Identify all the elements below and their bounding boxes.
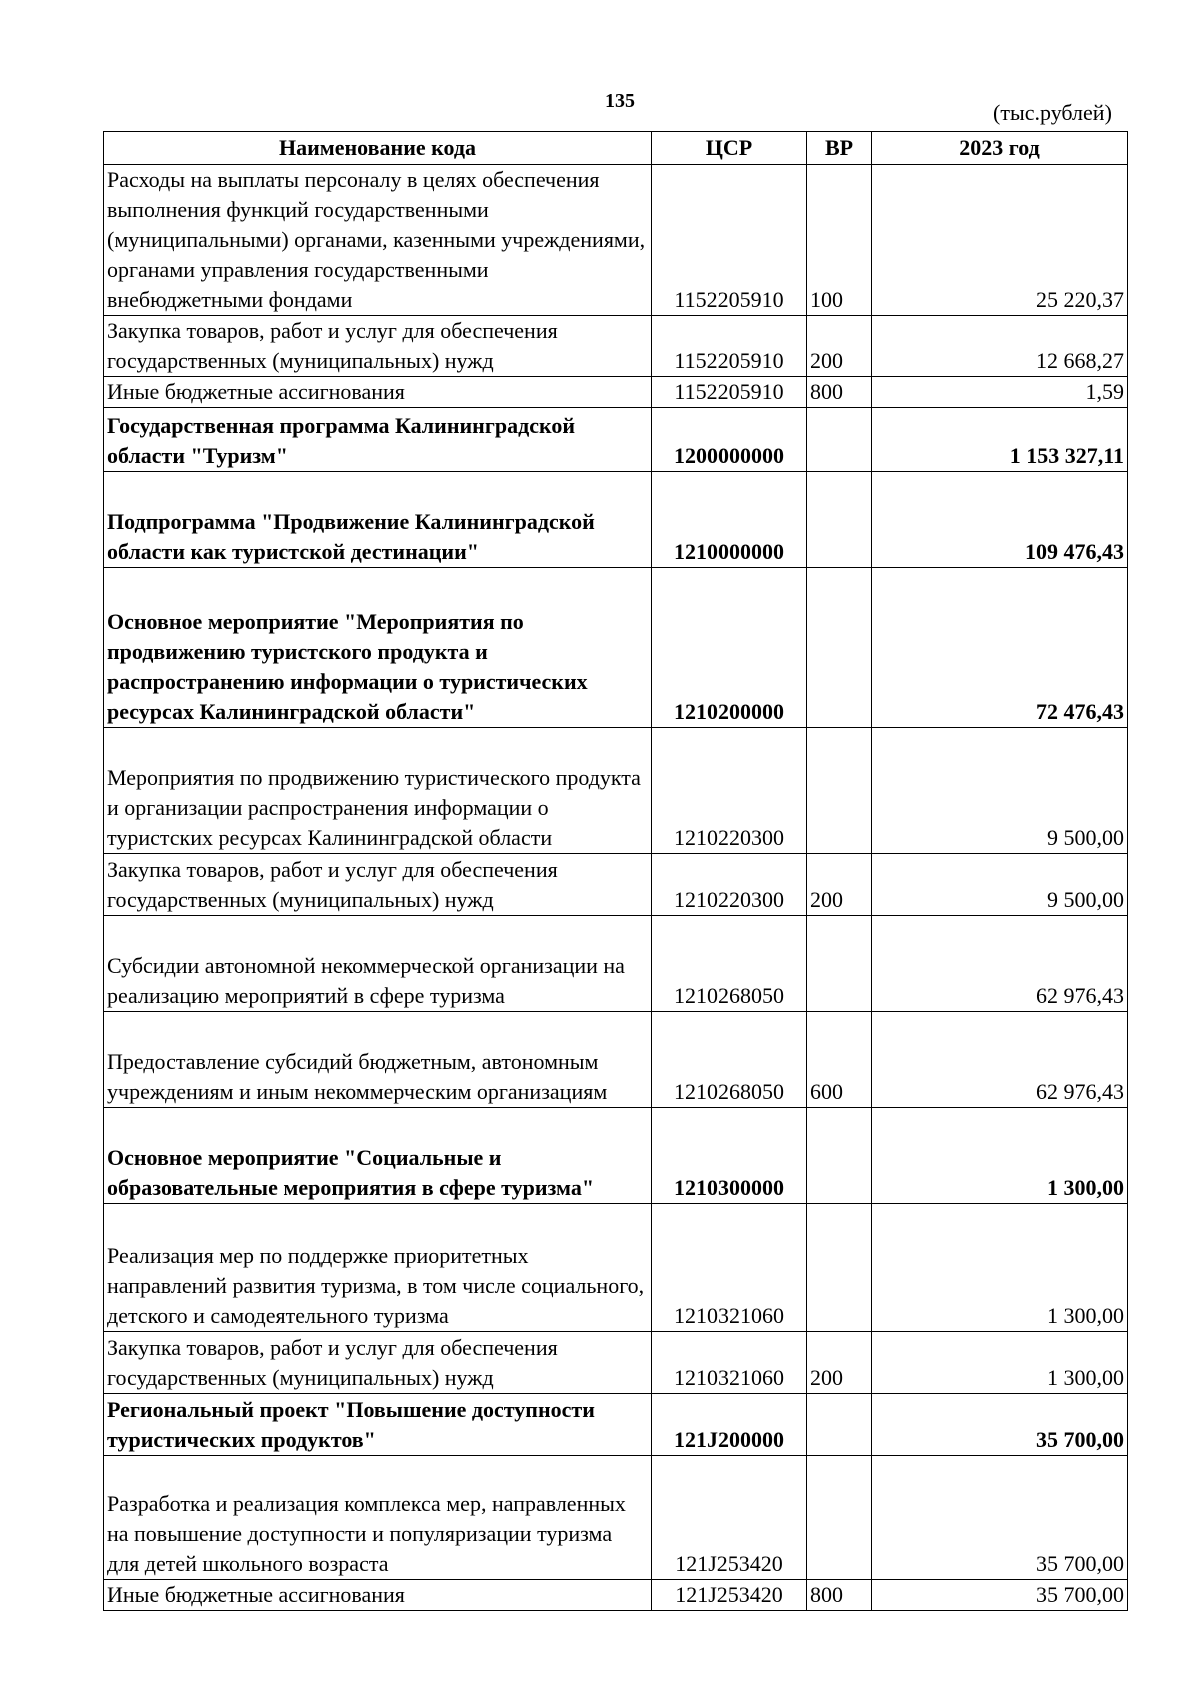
table-row <box>104 408 1128 472</box>
header-csr: ЦСР <box>652 132 807 165</box>
row-sum: 62 976,43 <box>872 916 1128 1012</box>
row-name: Субсидии автономной некоммерческой организации на реализацию мероприятий в сфере туризма <box>104 916 652 1012</box>
table-row <box>104 1456 1128 1580</box>
table-row <box>104 1332 1128 1394</box>
table-row <box>104 1012 1128 1108</box>
row-csr: 1210321060 <box>652 1204 807 1332</box>
table-header-row <box>104 132 1128 165</box>
row-sum: 62 976,43 <box>872 1012 1128 1108</box>
row-name: Основное мероприятие "Социальные и образовательные мероприятия в сфере туризма" <box>104 1108 652 1204</box>
table-row <box>104 854 1128 916</box>
row-vr: 800 <box>807 1580 872 1611</box>
row-vr <box>807 1394 872 1456</box>
row-name: Расходы на выплаты персоналу в целях обеспечения выполнения функций государственными (муниципальными) органами, казенными учреждениями, органами управления государственными внебюджетными фондами <box>104 165 652 316</box>
row-csr: 1200000000 <box>652 408 807 472</box>
header-year: 2023 год <box>872 132 1128 165</box>
table-row <box>104 377 1128 408</box>
row-name: Закупка товаров, работ и услуг для обеспечения государственных (муниципальных) нужд <box>104 1332 652 1394</box>
row-csr: 1210300000 <box>652 1108 807 1204</box>
row-vr <box>807 568 872 728</box>
row-name: Подпрограмма "Продвижение Калининградской области как туристской дестинации" <box>104 472 652 568</box>
row-vr <box>807 1204 872 1332</box>
table-row <box>104 1394 1128 1456</box>
row-csr: 1210268050 <box>652 1012 807 1108</box>
row-sum: 35 700,00 <box>872 1580 1128 1611</box>
row-name: Основное мероприятие "Мероприятия по продвижению туристского продукта и распространению информации о туристических ресурсах Калининградской области" <box>104 568 652 728</box>
row-vr <box>807 1456 872 1580</box>
row-name: Мероприятия по продвижению туристического продукта и организации распространения информации о туристских ресурсах Калининградской области <box>104 728 652 854</box>
table-row <box>104 728 1128 854</box>
row-csr: 1210321060 <box>652 1332 807 1394</box>
header-name: Наименование кода <box>104 132 652 165</box>
row-vr: 600 <box>807 1012 872 1108</box>
row-sum: 1 300,00 <box>872 1204 1128 1332</box>
row-vr <box>807 472 872 568</box>
row-name: Иные бюджетные ассигнования <box>104 377 652 408</box>
row-name: Региональный проект "Повышение доступности туристических продуктов" <box>104 1394 652 1456</box>
row-name: Государственная программа Калининградской области "Туризм" <box>104 408 652 472</box>
row-sum: 1 300,00 <box>872 1332 1128 1394</box>
budget-table <box>103 131 1128 1611</box>
row-vr: 200 <box>807 1332 872 1394</box>
row-name: Предоставление субсидий бюджетным, автономным учреждениям и иным некоммерческим организациям <box>104 1012 652 1108</box>
table-row <box>104 1204 1128 1332</box>
row-csr: 121J253420 <box>652 1456 807 1580</box>
row-sum: 35 700,00 <box>872 1456 1128 1580</box>
row-sum: 1 153 327,11 <box>872 408 1128 472</box>
row-sum: 9 500,00 <box>872 854 1128 916</box>
table-row <box>104 165 1128 316</box>
row-csr: 1210268050 <box>652 916 807 1012</box>
row-name: Закупка товаров, работ и услуг для обеспечения государственных (муниципальных) нужд <box>104 854 652 916</box>
row-sum: 1 300,00 <box>872 1108 1128 1204</box>
row-csr: 1152205910 <box>652 165 807 316</box>
table-row <box>104 1580 1128 1611</box>
row-csr: 121J200000 <box>652 1394 807 1456</box>
row-vr <box>807 916 872 1012</box>
row-sum: 109 476,43 <box>872 472 1128 568</box>
row-sum: 1,59 <box>872 377 1128 408</box>
row-vr <box>807 728 872 854</box>
header-vr: ВР <box>807 132 872 165</box>
row-sum: 35 700,00 <box>872 1394 1128 1456</box>
row-sum: 72 476,43 <box>872 568 1128 728</box>
row-vr <box>807 408 872 472</box>
row-sum: 9 500,00 <box>872 728 1128 854</box>
row-name: Иные бюджетные ассигнования <box>104 1580 652 1611</box>
table-row <box>104 316 1128 377</box>
page-number: 135 <box>605 90 635 112</box>
table-row <box>104 1108 1128 1204</box>
row-vr: 200 <box>807 854 872 916</box>
row-name: Разработка и реализация комплекса мер, направленных на повышение доступности и популяризации туризма для детей школьного возраста <box>104 1456 652 1580</box>
row-csr: 1152205910 <box>652 316 807 377</box>
row-csr: 1210000000 <box>652 472 807 568</box>
row-csr: 1152205910 <box>652 377 807 408</box>
row-vr: 200 <box>807 316 872 377</box>
row-csr: 121J253420 <box>652 1580 807 1611</box>
table-row <box>104 916 1128 1012</box>
table-row <box>104 472 1128 568</box>
row-vr <box>807 1108 872 1204</box>
row-name: Реализация мер по поддержке приоритетных направлений развития туризма, в том числе социального, детского и самодеятельного туризма <box>104 1204 652 1332</box>
row-csr: 1210200000 <box>652 568 807 728</box>
row-vr: 100 <box>807 165 872 316</box>
row-csr: 1210220300 <box>652 854 807 916</box>
row-sum: 25 220,37 <box>872 165 1128 316</box>
table-row <box>104 568 1128 728</box>
row-vr: 800 <box>807 377 872 408</box>
units-label: (тыс.рублей) <box>993 100 1112 125</box>
row-csr: 1210220300 <box>652 728 807 854</box>
row-sum: 12 668,27 <box>872 316 1128 377</box>
row-name: Закупка товаров, работ и услуг для обеспечения государственных (муниципальных) нужд <box>104 316 652 377</box>
